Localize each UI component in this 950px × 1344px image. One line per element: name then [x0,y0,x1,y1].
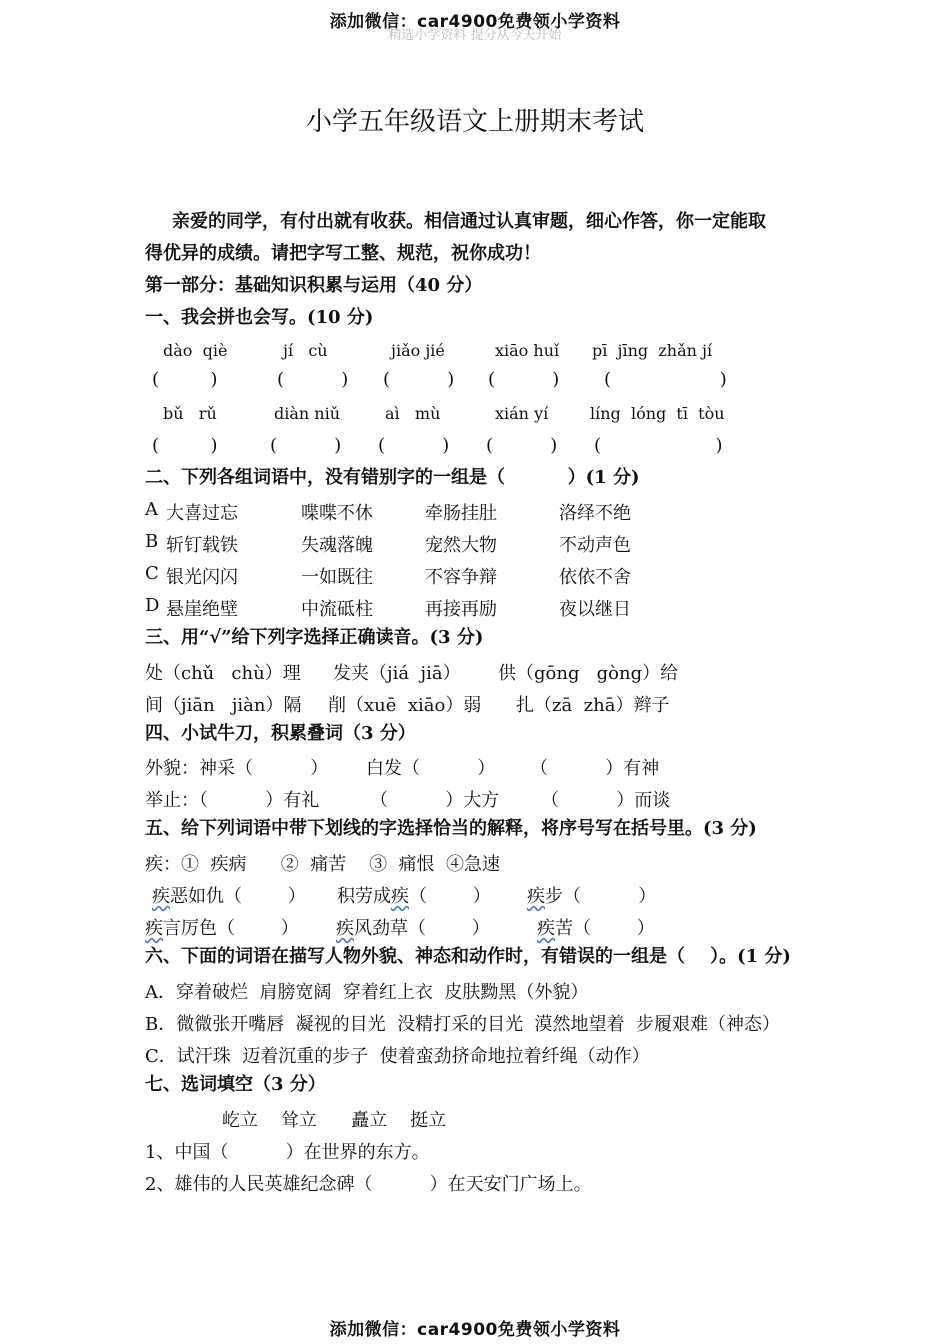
answer-blank[interactable]: ( ) [152,369,218,390]
fill-item[interactable]: 外貌：神采（ ） [145,758,329,779]
answer-blank[interactable]: ( ) [378,435,450,456]
option-word: 再接再励 [425,599,497,620]
option-word: 牵肠挂肚 [425,503,497,524]
answer-blank[interactable]: ( ) [270,435,342,456]
item-text: 积劳成 [337,886,391,907]
option-word: 洛绎不绝 [559,503,631,524]
definition-item[interactable] [527,882,656,908]
fill-item[interactable]: （ ）有神 [530,758,660,779]
pinyin-item: xián yí [495,404,549,423]
fill-item[interactable]: （ ）而谈 [541,790,671,811]
option-word: 失魂落魄 [301,535,373,556]
option-word: 宠然大物 [425,535,497,556]
q5-heading: 五、给下列词语中带下划线的字选择恰当的解释，将序号写在括号里。(3 分) [145,818,757,839]
q6-option-a[interactable]: A．穿着破烂 肩膀宽阔 穿着红上衣 皮肤黝黑（外貌） [145,982,589,1003]
option-letter: C [145,563,159,584]
reading-item[interactable]: 间（jiān jiàn）隔 [145,695,302,716]
option-word: 悬崖绝壁 [166,599,238,620]
pinyin-item: aì mù [385,404,441,423]
answer-blank[interactable]: ( ) [383,369,455,390]
watermark-top: 添加微信：car4900免费领小学资料 [329,12,621,32]
definition-item[interactable] [152,882,306,908]
q7-sentence-2[interactable]: 2、雄伟的人民英雄纪念碑（ ）在天安门广场上。 [145,1174,592,1195]
underlined-char: 疾 [145,918,163,939]
answer-blank[interactable]: ( ) [486,435,558,456]
reading-item[interactable]: 削（xuē xiāo）弱 [328,695,482,716]
option-word: 不容争辩 [425,567,497,588]
answer-blank[interactable]: ( ) [594,435,723,456]
q3-heading: 三、用“√”给下列字选择正确读音。(3 分) [145,627,484,648]
q6-option-b[interactable]: B．微微张开嘴唇 凝视的目光 没精打采的目光 漠然地望着 步履艰难（神态） [145,1014,780,1035]
pinyin-item: líng lóng tī tòu [590,404,725,423]
answer-blank[interactable]: ( ) [604,369,727,390]
option-word: 一如既往 [301,567,373,588]
option-word: 喋喋不休 [301,503,373,524]
reading-item[interactable]: 扎（zā zhā）辫子 [516,695,670,716]
underlined-char: 疾 [336,918,354,939]
underlined-char: 疾 [391,886,409,907]
intro-line1: 亲爱的同学，有付出就有收获。相信通过认真审题，细心作答，你一定能取 [172,211,766,232]
option-letter: D [145,595,160,616]
fill-item[interactable]: 白发（ ） [366,758,496,779]
item-text: 步（ ） [545,886,657,907]
pinyin-item: pī jīng zhǎn jí [592,341,713,360]
watermark-bottom: 添加微信：car4900免费领小学资料 [329,1320,621,1340]
reading-item[interactable]: 发夹（jiá jiā） [333,663,461,684]
fill-item[interactable]: 举止：（ ）有礼 [145,790,320,811]
underlined-char: 疾 [527,886,545,907]
item-text: 风劲草（ ） [354,918,490,939]
definition-item[interactable] [145,914,299,940]
answer-blank[interactable]: ( ) [152,435,218,456]
definition-item[interactable] [537,914,655,940]
q1-heading: 一、我会拼也会写。(10 分) [145,307,374,328]
option-word: 斩钉载铁 [166,535,238,556]
answer-blank[interactable]: ( ) [277,369,349,390]
pinyin-item: diàn niǔ [274,404,341,423]
intro-line2: 得优异的成绩。请把字写工整、规范，祝你成功！ [145,243,541,264]
q4-heading: 四、小试牛刀，积累叠词（3 分） [145,723,416,744]
pinyin-item: dào qiè [163,341,228,360]
item-text: 恶如仇（ ） [170,886,306,907]
reading-item[interactable]: 处（chǔ chù）理 [145,663,301,684]
part1-heading: 第一部分：基础知识积累与运用（40 分） [145,275,483,296]
page-title: 小学五年级语文上册期末考试 [305,107,644,137]
q7-sentence-1[interactable]: 1、中国（ ）在世界的东方。 [145,1142,430,1163]
pinyin-item: jiǎo jié [391,341,445,360]
q5-options: 疾：① 疾病 ② 痛苦 ③ 痛恨 ④急速 [145,854,500,875]
q6-heading: 六、下面的词语在描写人物外貌、神态和动作时，有错误的一组是（ ）。(1 分) [145,946,791,967]
definition-item[interactable] [337,882,491,908]
option-letter: B [145,531,159,552]
q6-option-c[interactable]: C．试汗珠 迈着沉重的步子 使着蛮劲挤命地拉着纤绳（动作） [145,1046,650,1067]
option-word: 中流砥柱 [301,599,373,620]
watermark-faint: 精选小学资料 提分从今天开始 [388,28,562,43]
pinyin-item: xiāo huǐ [495,341,560,360]
underlined-char: 疾 [537,918,555,939]
word-bank: 屹立 耸立 矗立 挺立 [222,1110,447,1131]
option-letter: A [145,499,158,520]
item-text: 言厉色（ ） [163,918,299,939]
option-word: 银光闪闪 [166,567,238,588]
pinyin-item: jí cù [283,341,328,360]
option-word: 大喜过忘 [166,503,238,524]
definition-item[interactable] [336,914,490,940]
pinyin-item: bǔ rǔ [163,404,217,423]
option-word: 不动声色 [559,535,631,556]
item-text: 苦（ ） [555,918,655,939]
option-word: 夜以继日 [559,599,631,620]
reading-item[interactable]: 供（gōng gòng）给 [498,663,679,684]
option-word: 依依不舍 [559,567,631,588]
fill-item[interactable]: （ ）大方 [370,790,500,811]
q2-heading: 二、下列各组词语中，没有错别字的一组是（ ）(1 分) [145,467,640,488]
q7-heading: 七、选词填空（3 分） [145,1074,326,1095]
answer-blank[interactable]: ( ) [488,369,560,390]
underlined-char: 疾 [152,886,170,907]
item-text: （ ） [409,886,491,907]
